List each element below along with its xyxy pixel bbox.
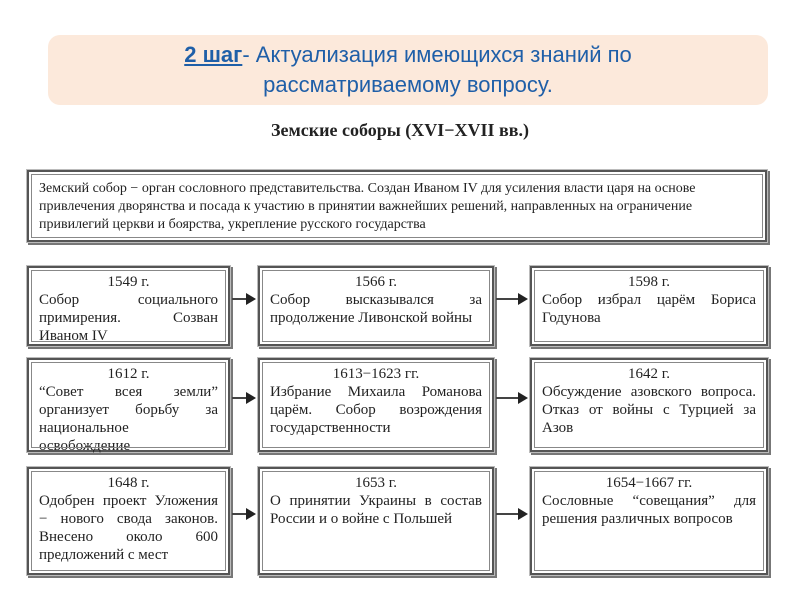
event-box xyxy=(530,467,768,575)
event-year: 1653 г. xyxy=(355,475,397,491)
event-text: Собор социального примирения. Созван Иваном IV xyxy=(39,292,218,344)
arrow-icon xyxy=(496,513,526,515)
event-text: Обсуждение азовского вопроса. Отказ от войны с Турцией за Азов xyxy=(542,384,756,436)
event-year: 1642 г. xyxy=(628,366,670,382)
event-year: 1648 г. xyxy=(107,475,150,491)
event-box xyxy=(27,266,230,346)
event-text: Одобрен проект Уложения − нового свода законов. Внесено около 600 предложений с мест xyxy=(39,493,218,563)
event-text: “Совет всея земли” организует борьбу за национальное освобождение xyxy=(39,384,218,454)
event-text: О принятии Украины в состав России и о войне с Польшей xyxy=(270,493,482,527)
event-box xyxy=(258,266,494,346)
event-year: 1612 г. xyxy=(107,366,150,382)
event-text: Собор высказывался за продолжение Ливонской войны xyxy=(270,292,482,326)
arrow-icon xyxy=(232,513,254,515)
header-text: - Актуализация имеющихся знаний по xyxy=(242,42,632,67)
definition-box: Земский собор − орган сословного представительства. Создан Иваном IV для усиления власти царя на основе привлечения дворянства и посада к участию в принятии важнейших решений, направленных на ограничение привилегий церкви и боярства, укрепление русского государства xyxy=(27,170,767,242)
event-year: 1598 г. xyxy=(628,274,670,290)
step-label: 2 шаг xyxy=(184,42,243,67)
event-text: Собор избрал царём Бориса Годунова xyxy=(542,292,756,326)
event-box xyxy=(27,467,230,575)
arrow-icon xyxy=(232,397,254,399)
event-year: 1613−1623 гг. xyxy=(332,366,420,382)
arrow-icon xyxy=(496,397,526,399)
slide-header xyxy=(48,35,768,105)
event-year: 1654−1667 гг. xyxy=(605,475,693,491)
header-text-2: рассматриваемому вопросу. xyxy=(263,72,553,97)
diagram-title: Земские соборы (XVI−XVII вв.) xyxy=(271,120,529,140)
event-text: Сословные “совещания” для решения различных вопросов xyxy=(542,493,756,527)
event-year: 1566 г. xyxy=(355,274,397,290)
arrow-icon xyxy=(232,298,254,300)
event-text: Избрание Михаила Романова царём. Собор возрождения государственности xyxy=(270,384,482,436)
event-box xyxy=(530,358,768,452)
event-box xyxy=(258,358,494,452)
event-box xyxy=(530,266,768,346)
event-box xyxy=(258,467,494,575)
event-box xyxy=(27,358,230,452)
arrow-icon xyxy=(496,298,526,300)
event-year: 1549 г. xyxy=(107,274,150,290)
